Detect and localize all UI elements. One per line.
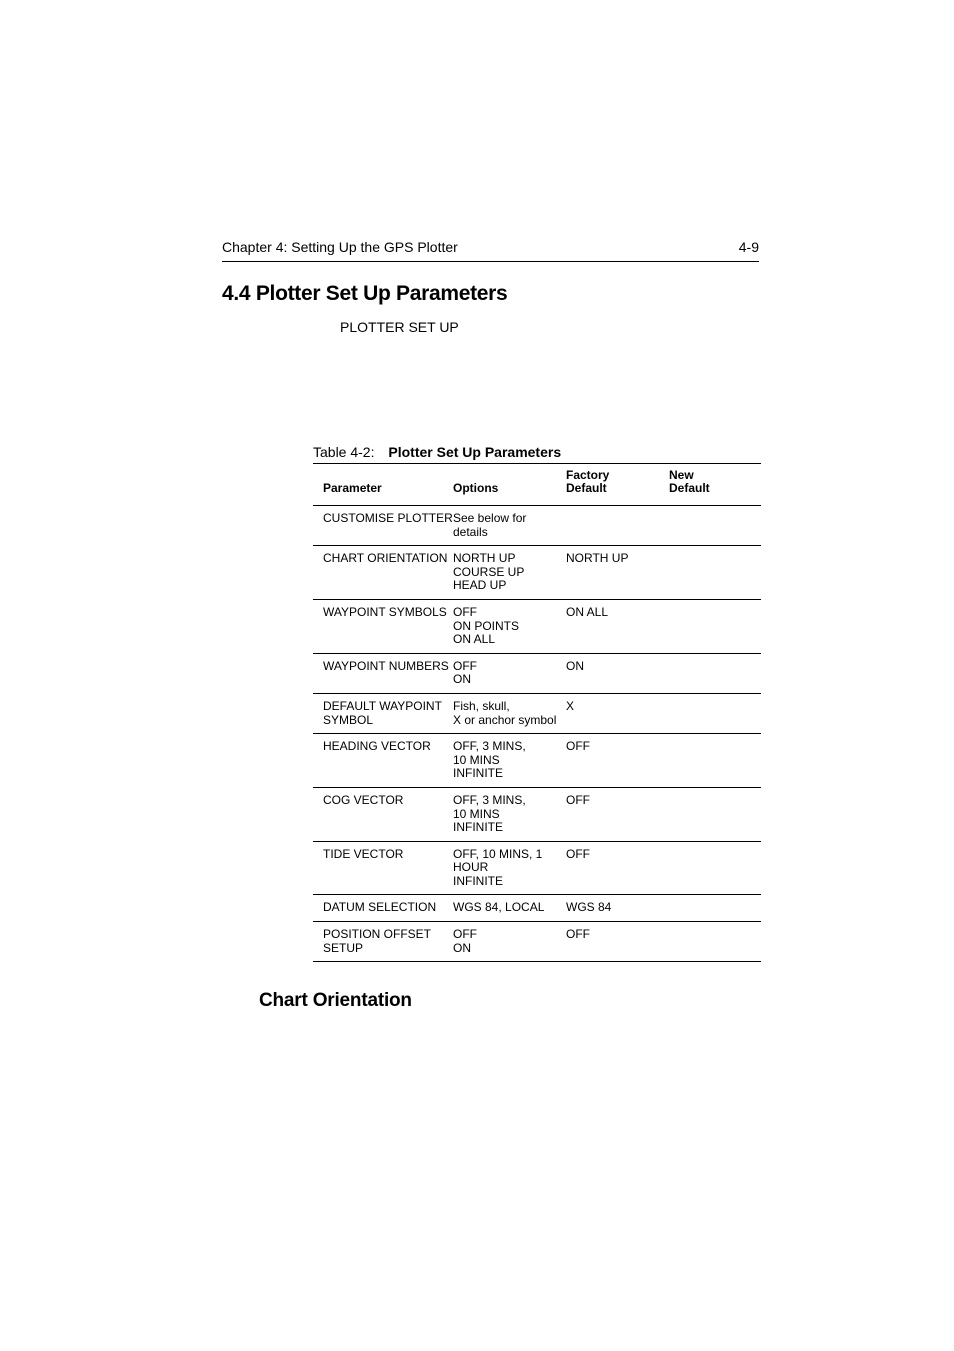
- cell-parameter: CHART ORIENTATION: [323, 551, 448, 566]
- cell-factory-default: X: [566, 698, 575, 713]
- table-row: [313, 693, 761, 733]
- subsection-title: Chart Orientation: [259, 990, 412, 1011]
- cell-options: OFF, 10 MINS, 1 HOUR INFINITE: [453, 846, 543, 888]
- table-row: [313, 922, 761, 962]
- table-caption: [313, 444, 561, 460]
- table-body: [313, 506, 761, 962]
- cell-parameter: HEADING VECTOR: [323, 739, 431, 754]
- table-row: [313, 599, 761, 653]
- cell-factory-default: [566, 506, 669, 546]
- table-row: [313, 653, 761, 693]
- header-parameter: Parameter: [323, 481, 382, 496]
- table-row: [313, 546, 761, 600]
- cell-parameter: TIDE VECTOR: [323, 846, 404, 861]
- cell-options: WGS 84, LOCAL: [453, 900, 545, 915]
- table-caption-title: Plotter Set Up Parameters: [388, 444, 562, 460]
- table-row: [313, 841, 761, 895]
- cell-factory-default: OFF: [566, 927, 590, 942]
- cell-parameter: WAYPOINT NUMBERS: [323, 658, 449, 673]
- cell-options: Fish, skull, X or anchor symbol: [453, 698, 557, 727]
- header-factory-default: Factory Default: [566, 467, 610, 496]
- table-row: [313, 734, 761, 788]
- header-options: Options: [453, 481, 499, 496]
- cell-factory-default: WGS 84: [566, 900, 612, 915]
- menu-path: PLOTTER SET UP: [340, 319, 459, 335]
- cell-factory-default: ON ALL: [566, 604, 609, 619]
- table-caption-label: Table 4-2:: [313, 444, 375, 460]
- cell-options: OFF, 3 MINS, 10 MINS INFINITE: [453, 792, 526, 835]
- cell-new-default: [669, 734, 761, 788]
- table-header-row: [313, 464, 761, 506]
- cell-factory-default: OFF: [566, 846, 590, 861]
- cell-parameter: CUSTOMISE PLOTTER: [323, 511, 453, 525]
- cell-factory-default: NORTH UP: [566, 551, 629, 566]
- cell-options: NORTH UP COURSE UP HEAD UP: [453, 551, 525, 593]
- cell-factory-default: ON: [566, 658, 584, 673]
- cell-options: See below for details: [453, 511, 527, 539]
- cell-new-default: [669, 546, 761, 600]
- cell-parameter: WAYPOINT SYMBOLS: [323, 604, 447, 619]
- cell-options: OFF ON: [453, 658, 477, 687]
- page-header: [222, 237, 759, 262]
- cell-options: OFF ON POINTS ON ALL: [453, 604, 520, 647]
- cell-new-default: [669, 653, 761, 693]
- cell-new-default: [669, 787, 761, 841]
- cell-new-default: [669, 841, 761, 895]
- cell-new-default: [669, 895, 761, 922]
- page-number: 4-9: [738, 239, 759, 255]
- cell-factory-default: OFF: [566, 739, 590, 754]
- table-row: [313, 787, 761, 841]
- cell-new-default: [669, 922, 761, 962]
- header-new-default: New Default: [669, 467, 710, 496]
- cell-options: OFF, 3 MINS, 10 MINS INFINITE: [453, 739, 526, 781]
- cell-new-default: [669, 599, 761, 653]
- cell-new-default: [669, 506, 761, 546]
- chapter-title: Chapter 4: Setting Up the GPS Plotter: [222, 239, 458, 255]
- cell-parameter: DATUM SELECTION: [323, 900, 437, 915]
- section-title: 4.4 Plotter Set Up Parameters: [222, 282, 508, 305]
- cell-parameter: POSITION OFFSET SETUP: [323, 927, 432, 955]
- cell-parameter: COG VECTOR: [323, 792, 404, 807]
- cell-parameter: DEFAULT WAYPOINT SYMBOL: [323, 698, 442, 727]
- cell-new-default: [669, 693, 761, 733]
- table-row: [313, 506, 761, 546]
- cell-options: OFF ON: [453, 927, 477, 955]
- cell-factory-default: OFF: [566, 792, 590, 807]
- parameters-table: [313, 463, 761, 962]
- table-row: [313, 895, 761, 922]
